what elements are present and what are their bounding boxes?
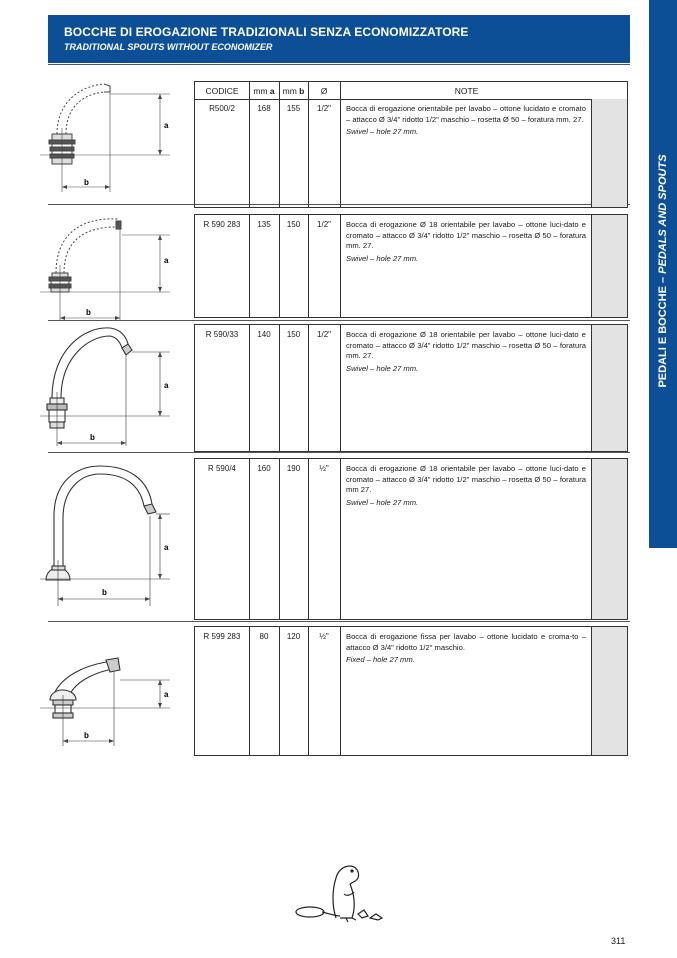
dimension-a-label: a xyxy=(164,381,169,390)
product-note: Bocca di erogazione orientabile per lavabo – ottone lucidato e cromato – attacco Ø 3/4" ridotto 1/2" maschio – rosetta Ø 50 – foratura mm. 27. Swivel – hole 27 mm. xyxy=(346,104,586,136)
spout-drawing-3 xyxy=(40,322,190,450)
product-block-2 xyxy=(194,214,628,318)
col-divider xyxy=(249,627,250,755)
product-code: R 590 283 xyxy=(203,220,241,229)
product-block-4 xyxy=(194,458,628,620)
product-note: Bocca di erogazione Ø 18 orientabile per lavabo – ottone luci-dato e cromato – attacco Ø 3/4" ridotto 1/2" maschio – rosetta Ø 50 – foratura mm. 27. Swivel – hole 27 mm. xyxy=(346,330,586,373)
dimension-b-label: b xyxy=(84,178,89,187)
section-header xyxy=(48,15,630,63)
dimension-a: 168 xyxy=(257,104,271,113)
col-mm-b-header: mm b xyxy=(282,86,305,96)
thread-diameter: 1/2" xyxy=(317,220,331,229)
product-note: Bocca di erogazione Ø 18 orientabile per lavabo – ottone luci-dato e cromato – attacco Ø 3/4" ridotto 1/2" maschio – rosetta Ø 50 – foratura mm. 27. Swivel – hole 27 mm. xyxy=(346,220,586,263)
thread-diameter: ½" xyxy=(319,464,329,473)
beaver-logo-icon xyxy=(292,862,388,931)
thread-diameter: ½" xyxy=(319,632,329,641)
col-divider xyxy=(308,215,309,317)
product-code: R 590/4 xyxy=(207,464,237,473)
col-divider xyxy=(340,215,341,317)
spout-drawing-2 xyxy=(40,205,190,320)
section-title-it: BOCCHE DI EROGAZIONE TRADIZIONALI SENZA ECONOMIZZATORE xyxy=(64,25,469,39)
product-code: R 590/33 xyxy=(205,330,239,339)
section-title-en: TRADITIONAL SPOUTS WITHOUT ECONOMIZER xyxy=(64,42,273,52)
product-block-3 xyxy=(194,324,628,452)
page-number: 311 xyxy=(611,936,626,946)
side-tab-label: PEDALI E BOCCHE – PEDALS AND SPOUTS xyxy=(657,154,669,388)
col-divider xyxy=(249,459,250,619)
grey-column xyxy=(591,459,627,619)
spout-drawing-1 xyxy=(40,72,190,202)
col-divider xyxy=(308,82,309,207)
dimension-b: 155 xyxy=(286,104,301,113)
col-divider xyxy=(279,82,280,207)
col-divider xyxy=(279,459,280,619)
divider xyxy=(48,621,630,622)
product-block-1 xyxy=(194,81,628,208)
dimension-b-label: b xyxy=(84,731,89,740)
dimension-b: 190 xyxy=(286,464,301,473)
col-divider xyxy=(340,325,341,451)
col-divider xyxy=(249,325,250,451)
spout-drawing-5 xyxy=(40,650,190,750)
side-tab xyxy=(649,0,677,548)
thread-diameter: 1/2" xyxy=(317,104,331,113)
spout-drawing-4 xyxy=(40,456,190,608)
dimension-a: 135 xyxy=(257,220,271,229)
divider xyxy=(48,64,630,65)
col-mm-a-header: mm a xyxy=(253,86,275,96)
col-note-header: NOTE xyxy=(454,86,479,96)
grey-column xyxy=(591,99,627,207)
col-divider xyxy=(308,325,309,451)
dimension-a-label: a xyxy=(164,690,169,699)
col-divider xyxy=(308,459,309,619)
product-note: Bocca di erogazione fissa per lavabo – ottone lucidato e croma-to – attacco Ø 3/4" ridotto 1/2" maschio. Fixed – hole 27 mm. xyxy=(346,632,586,664)
col-divider xyxy=(340,82,341,207)
product-code: R 599 283 xyxy=(203,632,241,641)
dimension-b-label: b xyxy=(86,308,91,317)
grey-column xyxy=(591,215,627,317)
dimension-a-label: a xyxy=(164,256,169,265)
dimension-b-label: b xyxy=(102,588,107,597)
thread-diameter: 1/2" xyxy=(317,330,331,339)
col-divider xyxy=(249,215,250,317)
dimension-a-label: a xyxy=(164,543,169,552)
col-diameter-header: Ø xyxy=(320,86,328,96)
dimension-b: 120 xyxy=(286,632,301,641)
dimension-b-label: b xyxy=(90,433,95,442)
product-block-5 xyxy=(194,626,628,756)
dimension-a: 140 xyxy=(257,330,271,339)
product-code: R500/2 xyxy=(209,104,235,113)
col-code-header: CODICE xyxy=(205,86,239,96)
col-divider xyxy=(279,325,280,451)
dimension-a: 160 xyxy=(257,464,271,473)
dimension-a: 80 xyxy=(259,632,269,641)
dimension-a-label: a xyxy=(164,121,169,130)
grey-column xyxy=(591,325,627,451)
col-divider xyxy=(308,627,309,755)
product-note: Bocca di erogazione Ø 18 orientabile per lavabo – ottone luci-dato e cromato – attacco Ø 3/4" ridotto 1/2" maschio – rosetta Ø 50 – foratura mm 27. Swivel – hole 27 mm. xyxy=(346,464,586,507)
divider xyxy=(48,320,630,321)
divider xyxy=(48,452,630,453)
col-divider xyxy=(249,82,250,207)
table-header xyxy=(195,82,627,100)
dimension-b: 150 xyxy=(286,220,301,229)
dimension-b: 150 xyxy=(286,330,301,339)
col-divider xyxy=(279,215,280,317)
col-divider xyxy=(340,627,341,755)
col-divider xyxy=(279,627,280,755)
grey-column xyxy=(591,627,627,755)
col-divider xyxy=(340,459,341,619)
